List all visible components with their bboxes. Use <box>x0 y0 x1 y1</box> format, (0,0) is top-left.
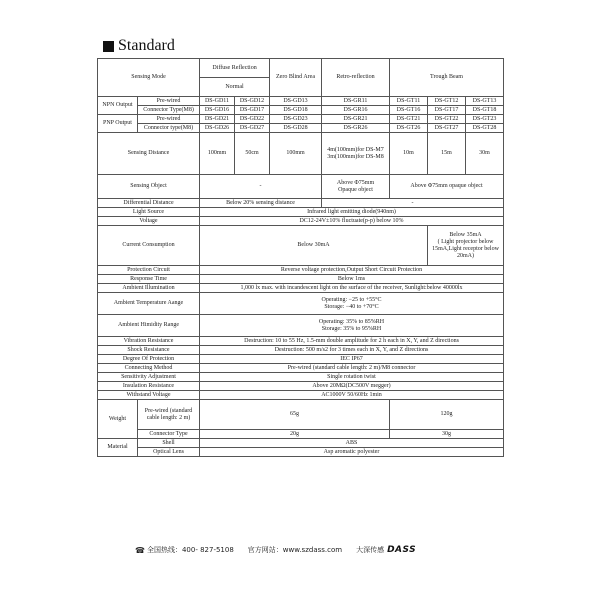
protection-circuit-label: Protection Circuit <box>98 266 200 275</box>
withstand-voltage-label: Withstand Voltage <box>98 391 200 400</box>
shell-label: Shell <box>138 439 200 448</box>
model-cell: DS-GR16 <box>322 106 390 115</box>
current-trough-cell <box>428 226 504 266</box>
material-label: Material <box>98 439 138 457</box>
model-cell: DS-GD21 <box>200 115 235 124</box>
model-cell: DS-GD13 <box>270 97 322 106</box>
trough-beam-header: Trough Beam <box>390 59 504 97</box>
prewired-weight-label <box>138 400 200 430</box>
value-cell: IEC IP67 <box>200 355 504 364</box>
value-cell: 30m <box>466 133 504 175</box>
table-row <box>98 400 504 430</box>
value-line: Opaque object <box>338 186 373 193</box>
value-cell: Pre-wired (standard cable length: 2 m)/M8 connector <box>200 364 504 373</box>
table-row <box>98 124 504 133</box>
table-row <box>98 346 504 355</box>
connector-type-label: Connector type(M8) <box>138 124 200 133</box>
brand-name: 大深传感 <box>356 546 385 554</box>
model-cell: DS-GD16 <box>200 106 235 115</box>
shock-resistance-label: Shock Resistance <box>98 346 200 355</box>
value-line: Below 35mA <box>449 231 482 238</box>
value-cell: Infrared light emitting diode(940nm) <box>200 208 504 217</box>
value-line: Storage: −40 to +70°C <box>324 303 379 310</box>
model-cell: DS-GT16 <box>390 106 428 115</box>
model-cell: DS-GD17 <box>235 106 270 115</box>
value-line: Operating: −25 to +55°C <box>321 296 382 303</box>
humidity-cell <box>200 315 504 337</box>
model-cell: DS-GD26 <box>200 124 235 133</box>
table-row <box>98 391 504 400</box>
model-cell: DS-GD11 <box>200 97 235 106</box>
value-cell: 65g <box>200 400 390 430</box>
pnp-output-label: PNP Output <box>98 115 138 133</box>
connecting-method-label: Connecting Method <box>98 364 200 373</box>
value-cell: Below 20% sensing distance <box>200 199 322 208</box>
model-cell: DS-GT21 <box>390 115 428 124</box>
table-row <box>98 293 504 315</box>
value-cell: Above 20MΩ(DC500V megger) <box>200 382 504 391</box>
section-title: Standard <box>118 37 175 54</box>
model-cell: DS-GT22 <box>428 115 466 124</box>
phone-icon: ☎ <box>135 545 145 555</box>
value-line: cable length: 2 m) <box>146 414 191 421</box>
prewired-label: Pre-wired <box>138 115 200 124</box>
value-cell: 100mm <box>270 133 322 175</box>
table-row <box>98 315 504 337</box>
value-cell: Below 30mA <box>200 226 428 266</box>
model-cell: DS-GT18 <box>466 106 504 115</box>
current-consumption-label: Current Consumption <box>98 226 200 266</box>
table-row <box>98 275 504 284</box>
table-row <box>98 284 504 293</box>
model-cell: DS-GD27 <box>235 124 270 133</box>
value-cell: AC1000V 50/60Hz 1min <box>200 391 504 400</box>
response-time-label: Response Time <box>98 275 200 284</box>
ambient-humidity-label: Ambient Himidity Range <box>98 315 200 337</box>
model-cell: DS-GR11 <box>322 97 390 106</box>
insulation-resistance-label: Insulation Resistance <box>98 382 200 391</box>
value-line: ( Light projector below <box>437 238 494 245</box>
value-cell: 50cm <box>235 133 270 175</box>
table-row <box>98 337 504 346</box>
vibration-resistance-label: Vibration Resistance <box>98 337 200 346</box>
weight-label: Weight <box>98 400 138 439</box>
model-cell: DS-GR21 <box>322 115 390 124</box>
sensing-mode-header: Sensing Mode <box>98 59 200 97</box>
model-cell: DS-GD12 <box>235 97 270 106</box>
table-row <box>98 133 504 175</box>
table-row <box>98 208 504 217</box>
retro-object-cell <box>322 175 390 199</box>
differential-distance-label: Differential Distance <box>98 199 200 208</box>
table-row <box>98 448 504 457</box>
table-row <box>98 175 504 199</box>
value-cell: - <box>322 199 504 208</box>
value-cell: ABS <box>200 439 504 448</box>
value-cell: DC12-24V±10% fluctuate(p-p) below 10% <box>200 217 504 226</box>
table-row <box>98 364 504 373</box>
value-cell: 1,000 lx max. with incandescent light on the surface of the receiver, Sunlight:below 40000lx <box>200 284 504 293</box>
table-row <box>98 226 504 266</box>
value-cell: Destruction: 10 to 55 Hz, 1.5-mm double amplitude for 2 h each in X, Y, and Z directions <box>200 337 504 346</box>
ambient-illumination-label: Ambient Illumination <box>98 284 200 293</box>
sensing-distance-label: Sensing Distance <box>98 133 200 175</box>
model-cell: DS-GT23 <box>466 115 504 124</box>
value-line: 4m(100mm)for DS-M7 <box>327 146 384 153</box>
value-cell: 100mm <box>200 133 235 175</box>
npn-output-label: NPN Output <box>98 97 138 115</box>
ambient-temperature-label: Ambient Temperature Aange <box>98 293 200 315</box>
table-row <box>98 266 504 275</box>
table-row <box>98 430 504 439</box>
model-cell: DS-GT17 <box>428 106 466 115</box>
table-row <box>98 199 504 208</box>
value-cell: 30g <box>390 430 504 439</box>
table-row <box>98 115 504 124</box>
value-cell: 120g <box>390 400 504 430</box>
value-cell: Above Φ75mm opaque object <box>390 175 504 199</box>
model-cell: DS-GT26 <box>390 124 428 133</box>
website-label: 官方网站： <box>247 546 283 554</box>
table-row <box>98 355 504 364</box>
light-source-label: Light Source <box>98 208 200 217</box>
model-cell: DS-GT13 <box>466 97 504 106</box>
value-line: Operating: 35% to 85%RH <box>318 318 385 325</box>
value-line: 15mA,Light receptor below <box>432 245 499 252</box>
normal-header: Normal <box>200 78 270 97</box>
value-cell: Asp aromatic polyester <box>200 448 504 457</box>
retro-reflection-header: Retro-reflection <box>322 59 390 97</box>
value-line: 20mA) <box>457 252 475 259</box>
diffuse-reflection-header: Diffuse Reflection <box>200 59 270 78</box>
table-row <box>98 106 504 115</box>
table-row <box>98 97 504 106</box>
connector-weight-label: Connector Type <box>138 430 200 439</box>
value-line: Pre-wired (standard <box>144 407 193 414</box>
table-row <box>98 373 504 382</box>
table-row <box>98 217 504 226</box>
temperature-cell <box>200 293 504 315</box>
model-cell: DS-GT12 <box>428 97 466 106</box>
model-cell: DS-GT27 <box>428 124 466 133</box>
model-cell: DS-GD22 <box>235 115 270 124</box>
value-cell: Reverse voltage protection,Output Short Circuit Protection <box>200 266 504 275</box>
table-row <box>98 439 504 448</box>
sensitivity-adjustment-label: Sensitivity Adjustment <box>98 373 200 382</box>
model-cell: DS-GD28 <box>270 124 322 133</box>
degree-of-protection-label: Degree Of Protection <box>98 355 200 364</box>
value-line: 3m(100mm)for DS-M8 <box>327 153 384 160</box>
value-line: Storage: 35% to 95%RH <box>321 325 382 332</box>
value-cell: - <box>200 175 322 199</box>
model-cell: DS-GR26 <box>322 124 390 133</box>
model-cell: DS-GD23 <box>270 115 322 124</box>
model-cell: DS-GT28 <box>466 124 504 133</box>
hotline-number: 400- 827-5108 <box>181 546 234 554</box>
zero-blind-area-header: Zero Blind Area <box>270 59 322 97</box>
value-cell: 10m <box>390 133 428 175</box>
section-heading <box>103 37 175 55</box>
page-footer <box>135 544 465 556</box>
model-cell: DS-GT11 <box>390 97 428 106</box>
prewired-label: Pre-wired <box>138 97 200 106</box>
website-link[interactable]: www.szdass.com <box>282 546 343 554</box>
value-cell: Below 1ms <box>200 275 504 284</box>
spec-table <box>97 58 504 457</box>
sensing-object-label: Sensing Object <box>98 175 200 199</box>
table-row <box>98 382 504 391</box>
value-cell: Single rotation twist <box>200 373 504 382</box>
connector-type-label: Connector Type(M8) <box>138 106 200 115</box>
model-cell: DS-GD18 <box>270 106 322 115</box>
value-line: Above Φ75mm <box>336 179 375 186</box>
table-row <box>98 59 504 78</box>
value-cell: 20g <box>200 430 390 439</box>
retro-distance-cell <box>322 133 390 175</box>
hotline-label: 全国热线： <box>146 546 182 554</box>
dass-logo-icon: DASS <box>387 545 417 555</box>
square-bullet-icon <box>103 41 114 52</box>
optical-lens-label: Optical Lens <box>138 448 200 457</box>
value-cell: Destruction: 500 m/s2 for 3 times each in X, Y, and Z directions <box>200 346 504 355</box>
voltage-label: Voltage <box>98 217 200 226</box>
value-cell: 15m <box>428 133 466 175</box>
